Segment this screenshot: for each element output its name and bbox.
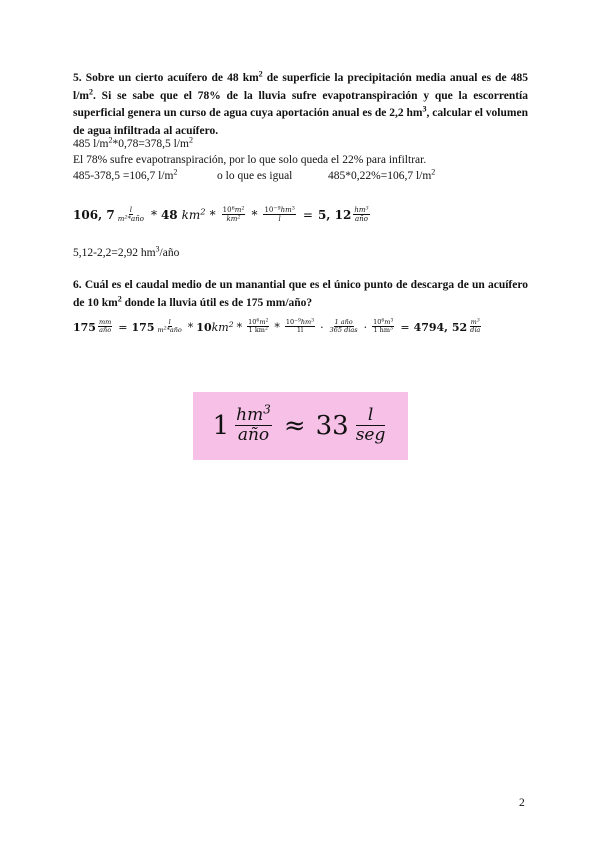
q5-calc-line-1 [73,137,193,152]
eq-operator: = [400,320,410,334]
q6-equation [73,313,483,341]
q5-line1-a: 485 l/m [73,138,109,150]
frac-den: año [99,326,112,335]
q5-exponent: 2 [258,69,263,79]
approx-symbol: ≈ [283,411,306,441]
eq-fraction [469,319,481,334]
q5-line3-a: 485-378,5 =106,7 l/m [73,170,174,182]
q5-calc-line-3 [73,169,513,184]
eq-unit: $km^2$ [181,206,206,222]
frac-den: 365 días [329,326,358,335]
eq-operator: · [320,320,324,334]
box-rhs-fraction [355,404,387,445]
frac-num: l [168,318,171,327]
q5-exponent: 2 [88,87,94,97]
eq-fraction [372,319,394,334]
eq-operator: * [150,208,157,222]
q5-exponent: 2 [431,167,436,177]
eq-fraction [98,319,112,334]
eq-fraction [263,207,295,223]
frac-num: $10^{-9}hm^3$ [285,318,315,327]
eq-fraction [156,319,182,334]
frac-num: $hm^3$ [354,205,369,214]
frac-num: $10^6m^3$ [373,318,394,327]
eq-fraction [247,319,269,334]
q5-result-a: 5,12-2,2=2,92 hm [73,247,156,259]
frac-den: año [237,424,270,445]
question-5-statement [73,70,528,140]
q5-exponent: 2 [188,135,193,145]
frac-den: $m^2*año$ [117,214,144,224]
q5-text-part: . Si se sabe que el 78% de la lluvia sufre evapotranspiración y que la escorrentía superficial genera un curso de agua cuya aportación anual es de 2,2 hm [73,89,528,119]
q5-exponent: 3 [422,104,427,114]
q5-text-part: Sobre un cierto acuífero de 48 km [85,72,259,84]
eq-operator: * [274,320,280,334]
question-6-number: 6. [73,279,82,291]
eq-operator: = [302,208,313,222]
eq-fraction [285,319,315,334]
frac-num: $10^6m^2$ [222,205,245,214]
box-rhs-value: 33 [315,411,349,441]
question-6-statement [73,277,528,312]
question-5-number: 5. [73,72,82,84]
box-lhs-fraction [235,402,272,445]
frac-num: $10^{-9}hm^3$ [264,205,295,214]
q5-exponent: 2 [173,167,178,177]
eq-operator: · [363,320,368,334]
eq-fraction [353,207,369,223]
eq-unit: $km^2$ [211,319,234,334]
eq-value: 48 [160,208,178,222]
frac-den: 1 $hm^3$ [373,326,393,335]
frac-den: 1 $km^2$ [248,326,268,335]
eq-value: 175 [73,320,96,334]
q5-result-b: /año [159,247,180,259]
eq-result: 5, 12 [317,208,352,222]
q6-text-part: Cuál es el caudal medio de un manantial que es el único punto de descarga de un acuífero de 10 km [73,279,529,309]
eq-value: 106, 7 [73,208,115,222]
box-lhs-value: 1 [212,411,230,441]
frac-den: día [470,326,481,335]
q6-exponent: 2 [117,294,122,304]
q5-exponent: 3 [155,244,160,254]
q5-exponent: 2 [108,135,113,145]
frac-den: seg [355,424,386,445]
conversion-highlight-box [193,392,408,460]
q5-text-part: , calcular el volumen de agua infiltrada al acuífero. [73,107,528,137]
frac-den: año [355,215,368,224]
q5-line3-c: 485*0,22%=106,7 l/m [328,170,432,182]
frac-num: l [356,407,385,426]
eq-value: 10 [196,320,212,334]
eq-operator: * [187,320,194,334]
frac-num: $hm^3$ [236,402,271,425]
frac-num: $m^3$ [470,318,480,327]
frac-num: 1 año [334,318,353,327]
eq-operator: * [251,208,258,222]
eq-fraction [117,207,145,223]
eq-operator: * [236,320,243,334]
frac-den: $m^2*año$ [157,326,182,335]
eq-value: 175 [131,320,155,334]
eq-operator: * [209,208,216,222]
q5-line3-b: o lo que es igual [217,170,293,182]
frac-den: 1l [296,326,304,335]
q5-equation [73,198,372,232]
frac-num: l [129,205,132,214]
q5-text-part: de superficie la precipitación media anual es de 485 l/m [73,72,528,102]
q5-line1-b: *0,78=378,5 l/m [112,138,189,150]
page-number: 2 [519,797,525,809]
eq-fraction [329,319,359,334]
frac-num: mm [98,318,112,327]
eq-result: 4794, 52 [413,320,468,334]
frac-num: $10^6m^2$ [248,318,269,327]
q5-result-line [73,246,179,261]
q5-calc-line-2: El 78% sufre evapotranspiración, por lo que solo queda el 22% para infiltrar. [73,154,427,166]
frac-den: l [278,215,281,224]
q6-text-part: donde la lluvia útil es de 175 mm/año? [121,296,313,309]
eq-operator: = [118,320,128,334]
eq-fraction [222,207,246,223]
frac-den: $km^2$ [226,214,241,224]
